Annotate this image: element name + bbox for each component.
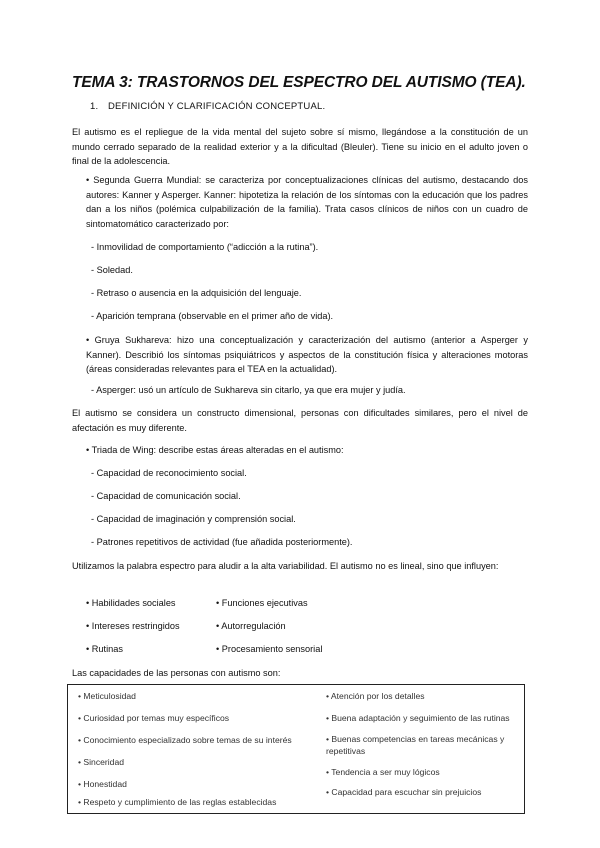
capacidad-item: • Meticulosidad [78, 691, 136, 701]
wing-item: - Capacidad de comunicación social. [91, 491, 241, 501]
capacidad-item: • Atención por los detalles [326, 691, 425, 701]
espectro-paragraph: Utilizamos la palabra espectro para aludir a la alta variabilidad. El autismo no es lineal, sino que influyen: [72, 561, 499, 571]
capacidad-item: • Tendencia a ser muy lógicos [326, 767, 440, 777]
wing-item: - Patrones repetitivos de actividad (fue añadida posteriormente). [91, 537, 353, 547]
kanner-item: - Soledad. [91, 265, 133, 275]
constructo-paragraph: El autismo se considera un constructo dimensional, personas con dificultades similares, pero el nivel de afectación es muy diferente. [72, 408, 528, 433]
capacidad-item: • Sinceridad [78, 757, 125, 767]
wing-intro: • Triada de Wing: describe estas áreas alteradas en el autismo: [86, 445, 344, 455]
wing-item: - Capacidad de reconocimiento social. [91, 468, 247, 478]
capacidades-intro: Las capacidades de las personas con autismo son: [72, 668, 281, 678]
gruya-paragraph: • Gruya Sukhareva: hizo una conceptualización y caracterización del autismo (anterior a Asperger y Kanner). Describió los síntomas psiquiátricos y aspectos de la constitución física y alteraciones motoras (áreas consideradas relevantes para el TEA en la actualidad). [86, 335, 528, 375]
section-number: 1. [90, 101, 99, 112]
influence-item: • Rutinas [86, 644, 123, 654]
wing-item: - Capacidad de imaginación y comprensión social. [91, 514, 296, 524]
influence-item: • Intereses restringidos [86, 621, 180, 631]
capacidad-item: • Curiosidad por temas muy específicos [78, 713, 230, 723]
influence-item: • Funciones ejecutivas [216, 598, 308, 608]
intro-paragraph: El autismo es el repliegue de la vida mental del sujeto sobre sí mismo, llegándose a la constitución de un mundo cerrado separado de la realidad exterior y a la dificultad (Bleuler). Tiene su inicio en el adulto joven o final de la adolescencia. [72, 127, 528, 167]
kanner-item: - Inmovilidad de comportamiento (“adicción a la rutina”). [91, 242, 319, 252]
section-heading [90, 101, 325, 112]
capacidad-item: • Respeto y cumplimiento de las reglas establecidas [78, 797, 277, 807]
influence-item: • Autorregulación [216, 621, 286, 631]
influence-item: • Procesamiento sensorial [216, 644, 323, 654]
capacidad-item: • Conocimiento especializado sobre temas de su interés [78, 735, 292, 745]
capacidad-item: • Honestidad [78, 779, 127, 789]
guerra-paragraph: • Segunda Guerra Mundial: se caracteriza por conceptualizaciones clínicas del autismo, destacando dos autores: Kanner y Asperger. Kanner: hipotetiza la relación de los síntomas con la educación que los padres dan a los niños (polémica culpabilización de la familia). Trata casos clínicos de niños con un cuadro de sintomatomático caracterizado por: [86, 175, 528, 229]
asperger-item: - Asperger: usó un artículo de Sukhareva sin citarlo, ya que era mujer y judía. [91, 385, 406, 395]
capacidades-box [67, 684, 525, 814]
capacidad-item: • Buena adaptación y seguimiento de las rutinas [326, 713, 510, 723]
capacidad-item: • Capacidad para escuchar sin prejuicios [326, 787, 482, 797]
kanner-item: - Aparición temprana (observable en el primer año de vida). [91, 311, 334, 321]
influence-item: • Habilidades sociales [86, 598, 176, 608]
capacidad-item: • Buenas competencias en tareas mecánicas y repetitivas [326, 734, 505, 756]
section-label: DEFINICIÓN Y CLARIFICACIÓN CONCEPTUAL. [108, 101, 326, 112]
page-title: TEMA 3: TRASTORNOS DEL ESPECTRO DEL AUTISMO (TEA). [72, 74, 526, 91]
kanner-item: - Retraso o ausencia en la adquisición del lenguaje. [91, 288, 302, 298]
